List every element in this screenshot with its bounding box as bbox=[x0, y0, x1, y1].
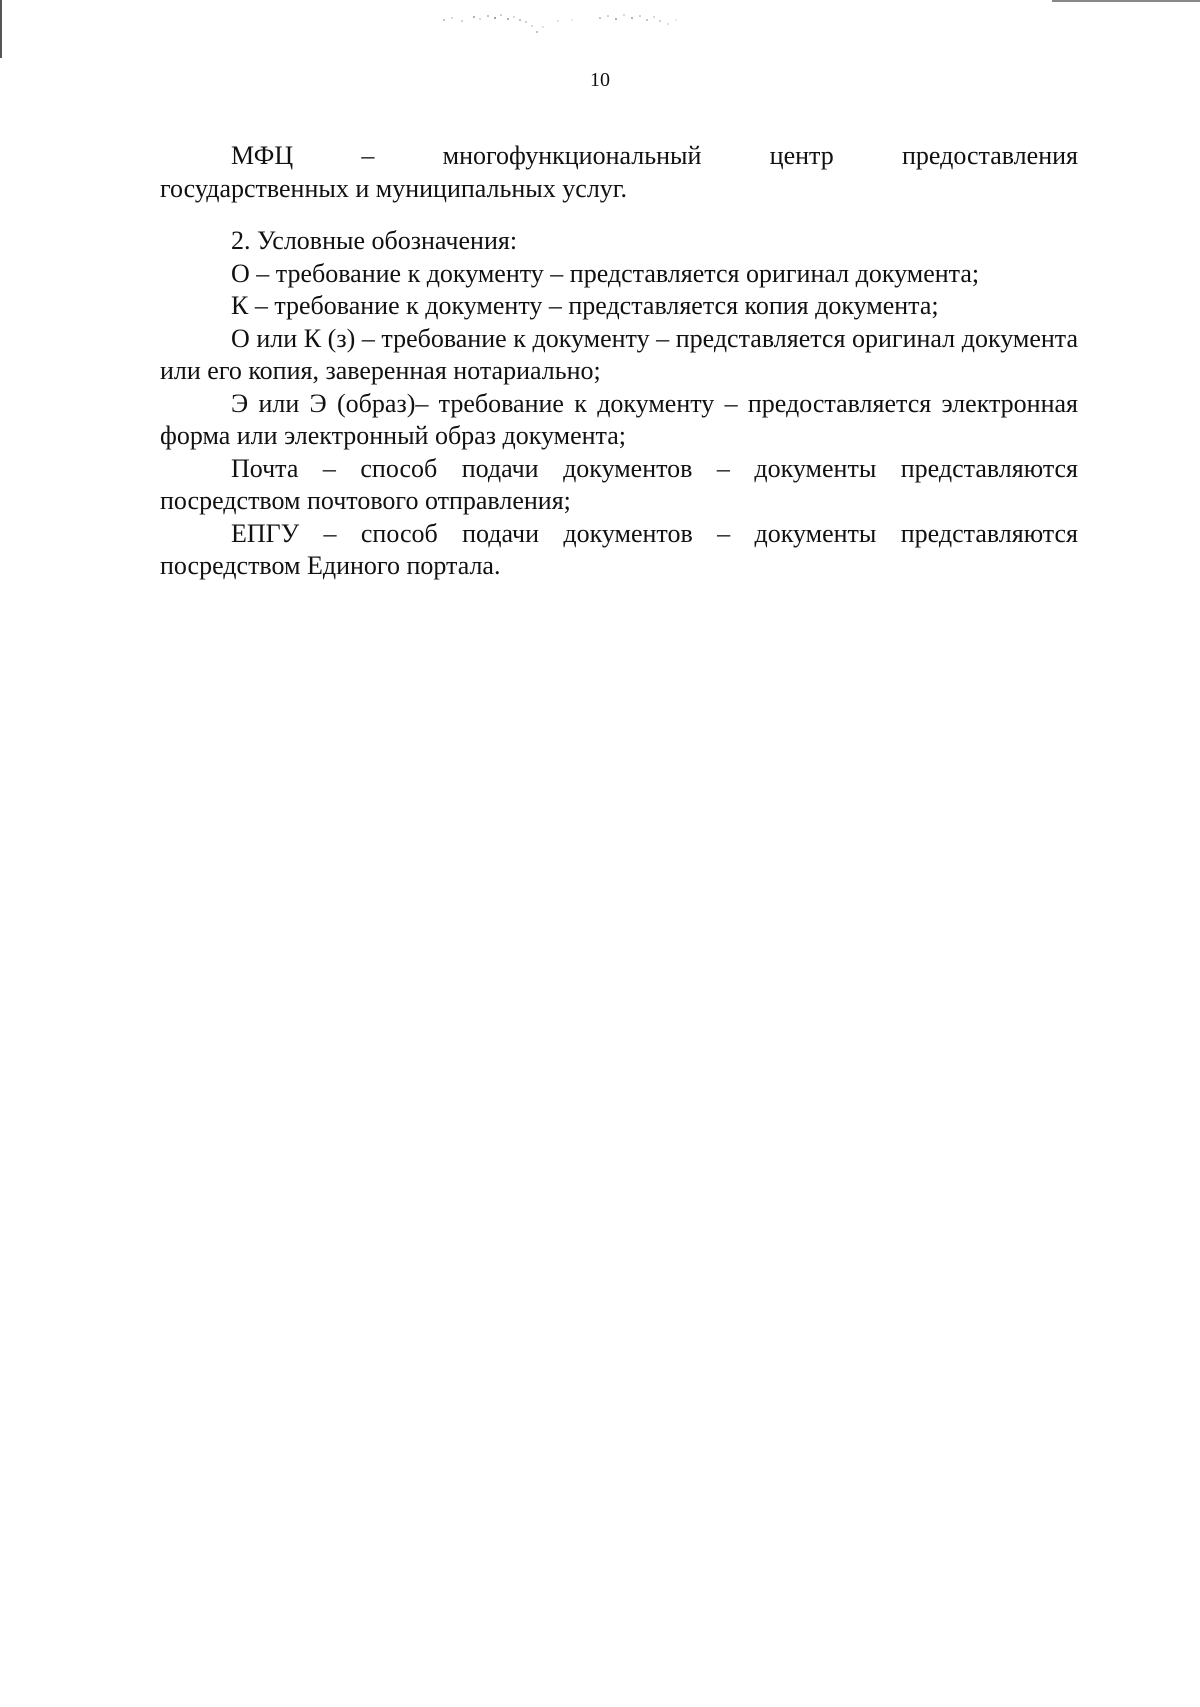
abbreviation-first-line bbox=[160, 140, 1078, 173]
abbreviation-dash: – bbox=[361, 141, 375, 170]
legend-item-original-or-notarized-copy: О или К (з) – требование к документу – представляется оригинал документа или его копия, заверенная нотариально; bbox=[160, 323, 1078, 385]
abbreviation-word-2: центр bbox=[769, 141, 834, 170]
legend-item-copy: К – требование к документу – представляется копия документа; bbox=[231, 291, 939, 320]
abbreviation-term: МФЦ bbox=[231, 141, 294, 170]
section-heading: 2. Условные обозначения: bbox=[231, 226, 518, 255]
legend-item-post: Почта – способ подачи документов – документы представляются посредством почтового отправления; bbox=[160, 453, 1078, 515]
scan-edge-left bbox=[0, 0, 2, 58]
abbreviation-word-3: предоставления bbox=[902, 141, 1078, 170]
scan-noise-mark bbox=[440, 6, 760, 40]
abbreviation-word-1: многофункциональный bbox=[442, 141, 702, 170]
legend-item-original: О – требование к документу – представляется оригинал документа; bbox=[231, 258, 980, 288]
document-body bbox=[160, 140, 1078, 583]
page-number: 10 bbox=[590, 69, 610, 91]
scan-edge-top bbox=[1052, 0, 1200, 2]
legend-item-electronic: Э или Э (образ)– требование к документу – предоставляется электронная форма или электронный образ документа; bbox=[160, 388, 1078, 450]
abbreviation-continuation: государственных и муниципальных услуг. bbox=[160, 173, 628, 203]
legend-item-epgu: ЕПГУ – способ подачи документов – документы представляются посредством Единого портала. bbox=[160, 518, 1078, 580]
